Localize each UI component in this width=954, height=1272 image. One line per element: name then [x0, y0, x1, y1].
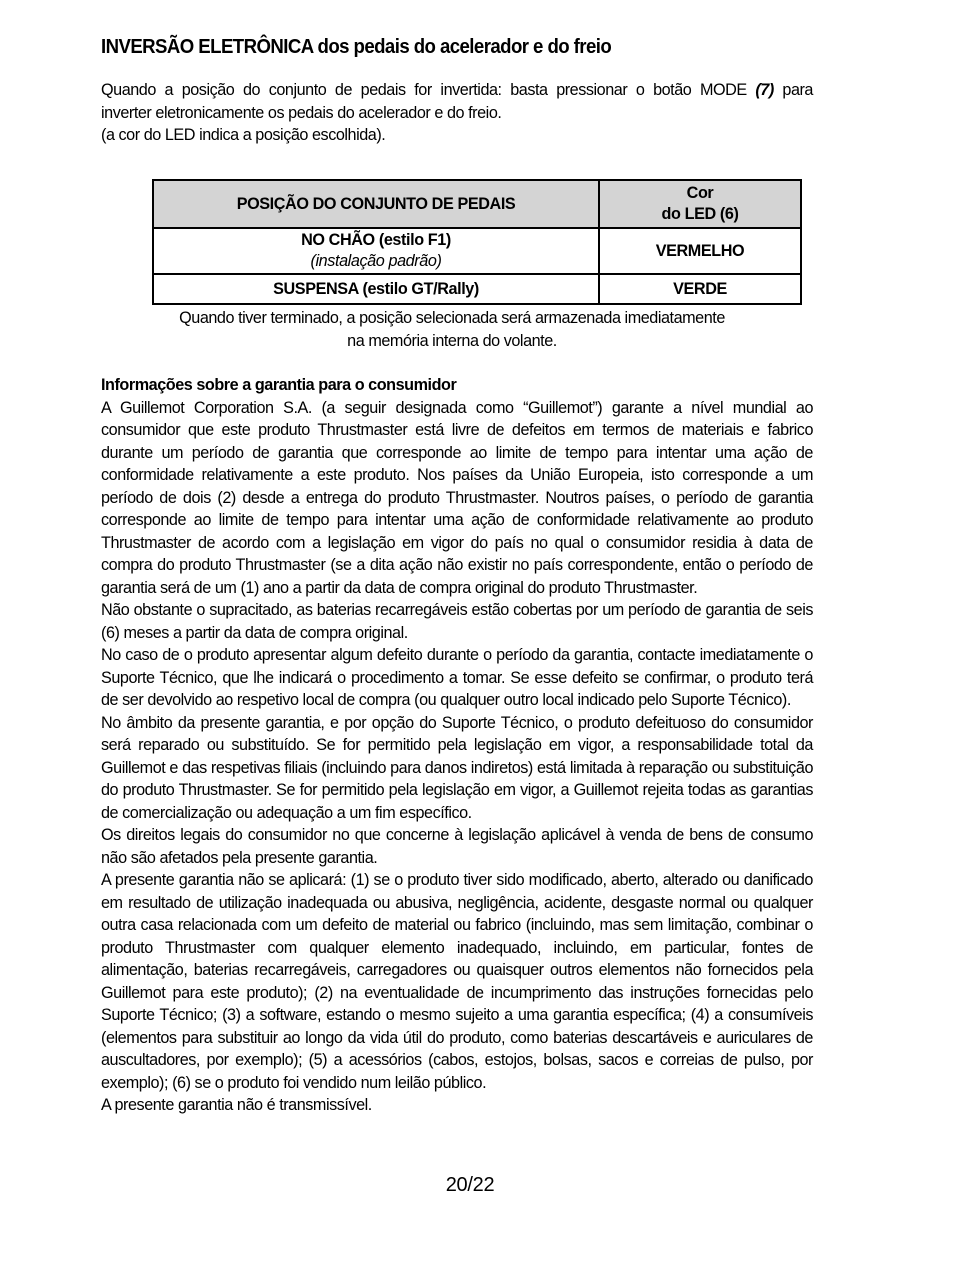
warranty-title: Informações sobre a garantia para o consumidor	[101, 376, 457, 394]
intro-line-1	[101, 79, 813, 102]
pedal-position-table	[152, 179, 802, 305]
warranty-paragraph: A Guillemot Corporation S.A. (a seguir designada como “Guillemot”) garante a nível mundial ao consumidor que este produto Thrustmaster está livre de defeitos em termos de materiais e fabrico durante um período de garantia que corresponde ao limite de tempo para intentar uma ação de conformidade relativamente a este produto. Nos países da União Europeia, isto corresponde a um período de dois (2) desde a entrega do produto Thrustmaster. Noutros países, o período de garantia corresponde ao limite de tempo para intentar uma ação de conformidade relativamente ao produto Thrustmaster de acordo com a legislação em vigor do país no qual o consumidor residia à data de compra do produto Thrustmaster (se a dita ação não existir no país correspondente, então o período de garantia será de um (1) ano a partir da data de compra original do produto Thrustmaster.	[101, 398, 813, 597]
row-color-green: VERDE	[599, 274, 801, 304]
memory-note-line2: na memória interna do volante.	[347, 331, 557, 350]
intro-line-1-end: para	[773, 81, 813, 99]
header-led-color-line1: Cor	[686, 184, 714, 202]
section-heading: INVERSÃO ELETRÔNICA dos pedais do acelerador e do freio	[101, 36, 612, 58]
intro-paragraph	[101, 79, 813, 147]
row-position-suspended: SUSPENSA (estilo GT/Rally)	[153, 274, 599, 304]
header-led-color	[599, 180, 801, 228]
warranty-paragraph: No caso de o produto apresentar algum defeito durante o período da garantia, contacte imediatamente o Suporte Técnico, que lhe indicará o procedimento a tomar. Se esse defeito se confirmar, o produto terá de ser devolvido ao respetivo local de compra (ou qualquer outro local indicado pelo Suporte Técnico).	[101, 646, 813, 709]
row-position-label: NO CHÃO (estilo F1)	[301, 231, 451, 249]
page-number: 20/22	[445, 1174, 495, 1196]
warranty-paragraph: Os direitos legais do consumidor no que concerne à legislação aplicável à venda de bens de consumo não são afetados pela presente garantia.	[101, 826, 813, 867]
row-color-red: VERMELHO	[599, 228, 801, 274]
table-row	[153, 274, 801, 304]
row-position-floor	[153, 228, 599, 274]
warranty-paragraph: Não obstante o supracitado, as baterias recarregáveis estão cobertas por um período de garantia de seis (6) meses a partir da data de compra original.	[101, 601, 813, 642]
header-position: POSIÇÃO DO CONJUNTO DE PEDAIS	[153, 180, 599, 228]
warranty-section	[101, 374, 813, 1117]
warranty-paragraph: No âmbito da presente garantia, e por opção do Suporte Técnico, o produto defeituoso do consumidor será reparado ou substituído. Se for permitido pela legislação em vigor, a responsabilidade total da Guillemot e das respetivas filiais (incluindo para danos indiretos) está limitada à reparação ou substituição do produto Thrustmaster. Se for permitido pela legislação em vigor, a Guillemot rejeita todas as garantias de comercialização ou adequação a um fim específico.	[101, 713, 813, 822]
memory-note	[152, 307, 752, 352]
table-row	[153, 228, 801, 274]
table-header-row	[153, 180, 801, 228]
warranty-paragraph: A presente garantia não é transmissível.	[101, 1096, 372, 1114]
intro-line-2: inverter eletronicamente os pedais do acelerador e do freio.	[101, 103, 502, 122]
row-position-sub: (instalação padrão)	[310, 252, 442, 270]
memory-note-line1: Quando tiver terminado, a posição selecionada será armazenada imediatamente	[179, 309, 725, 327]
mode-button-reference: (7)	[755, 81, 774, 99]
page-content	[101, 36, 813, 147]
header-led-color-line2: do LED (6)	[661, 205, 739, 223]
warranty-paragraph: A presente garantia não se aplicará: (1) se o produto tiver sido modificado, aberto, alterado ou danificado em resultado de utilização inadequada ou abusiva, negligência, acidente, desgaste normal ou qualquer outra casa relacionada com um defeito de material ou fabrico (incluindo, mas sem limitação, combinar o produto Thrustmaster com qualquer elemento inadequado, incluindo, em particular, fontes de alimentação, baterias recarregáveis, carregadores ou quaisquer outros elementos não fornecidos pela Guillemot para este produto); (2) na eventualidade de incumprimento das instruções fornecidas pelo Suporte Técnico; (3) a software, estando o mesmo sujeito a uma garantia específica; (4) a consumíveis (elementos para substituir ao longo da vida útil do produto, como baterias descartáveis e auriculares de auscultadores, por exemplo); (5) a acessórios (cabos, estojos, bolsas, sacos e correias de pulso, por exemplo); (6) se o produto foi vendido num leilão público.	[101, 871, 813, 1092]
intro-line-1-text: Quando a posição do conjunto de pedais for invertida: basta pressionar o botão MODE	[101, 81, 756, 99]
intro-line-3: (a cor do LED indica a posição escolhida).	[101, 126, 386, 144]
